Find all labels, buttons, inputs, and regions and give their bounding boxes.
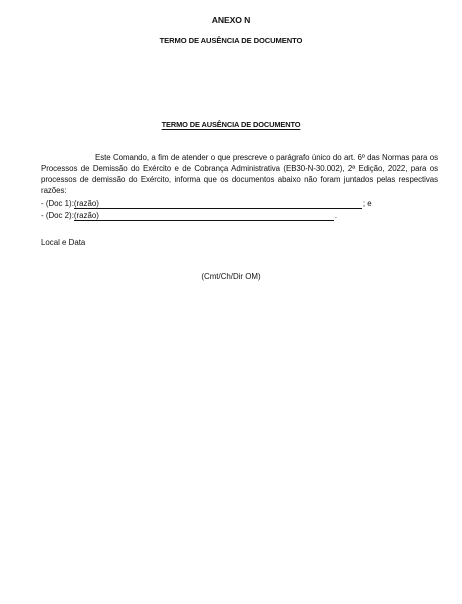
document-item-1 bbox=[41, 198, 372, 209]
document-reason-field: (razão) bbox=[74, 211, 334, 221]
document-suffix: ; e bbox=[362, 199, 372, 208]
document-label: - (Doc 2): bbox=[41, 211, 74, 220]
document-item-2 bbox=[41, 210, 337, 221]
document-suffix: . bbox=[334, 211, 338, 220]
location-date: Local e Data bbox=[41, 238, 86, 247]
signature-line: (Cmt/Ch/Dir OM) bbox=[201, 272, 261, 281]
term-heading bbox=[0, 120, 462, 129]
annex-title: ANEXO N bbox=[211, 15, 251, 25]
annex-subtitle: TERMO DE AUSÊNCIA DE DOCUMENTO bbox=[159, 36, 303, 45]
term-heading-text: TERMO DE AUSÊNCIA DE DOCUMENTO bbox=[161, 120, 301, 129]
document-label: - (Doc 1): bbox=[41, 199, 74, 208]
body-paragraph: Este Comando, a fim de atender o que prescreve o parágrafo único do art. 6º das Normas para os Processos de Demissão do Exército e de Cobrança Administrativa (EB30-N-30.002), 2ª Edição, 2022, para os processos de demissão do Exército, informa que os documentos abaixo não foram juntados pelas respectivas razões: bbox=[41, 153, 438, 195]
document-reason-field: (razão) bbox=[74, 199, 362, 209]
